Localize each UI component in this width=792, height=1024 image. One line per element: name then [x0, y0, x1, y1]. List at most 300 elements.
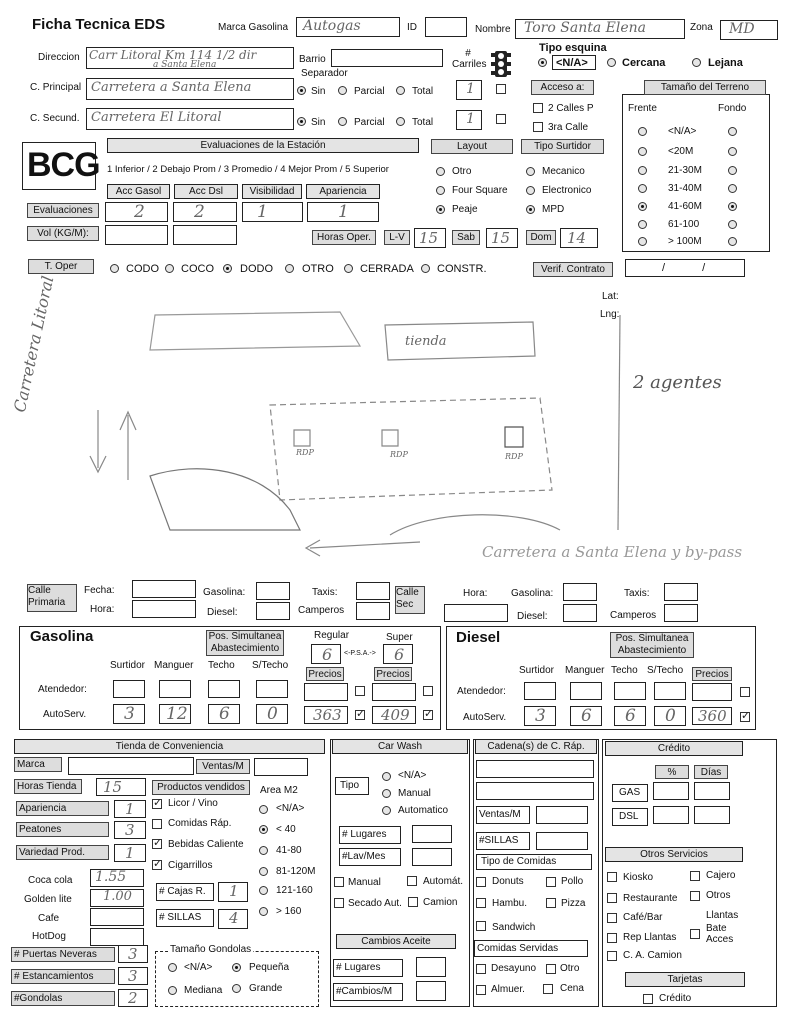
- cambios-cambios-field[interactable]: [416, 981, 446, 1001]
- fondo-radio-2[interactable]: [728, 147, 737, 156]
- gas-auto-reg-check[interactable]: [355, 710, 365, 720]
- peatones-field[interactable]: 3: [114, 821, 146, 839]
- marca-field[interactable]: Autogas: [296, 17, 400, 37]
- prod-cigarrillos-label: Cigarrillos: [168, 860, 213, 871]
- dsl-autoserv-label: AutoServ.: [463, 712, 507, 723]
- cadena-sillas-label: #SILLAS: [476, 832, 530, 850]
- gondolas-label: #Gondolas: [11, 991, 115, 1006]
- size-label-2: <20M: [668, 146, 694, 157]
- area-80-radio[interactable]: [259, 846, 268, 855]
- comida-donuts-check[interactable]: [476, 877, 486, 887]
- oper-coco-label: COCO: [181, 263, 214, 275]
- carwash-automat-check[interactable]: [407, 876, 417, 886]
- hora-field-2[interactable]: [444, 604, 508, 622]
- comida-donuts-label: Donuts: [492, 876, 524, 887]
- sketch-santa-elena-label: Carretera a Santa Elena y by-pass: [482, 543, 743, 561]
- cadena-ventas-field[interactable]: [536, 806, 588, 824]
- dsl-auto-1[interactable]: 3: [524, 706, 556, 726]
- gas-atend-reg-check[interactable]: [355, 686, 365, 696]
- gas-atend-sup-check[interactable]: [423, 686, 433, 696]
- gas-auto-precio-sup[interactable]: 409: [372, 706, 416, 724]
- serv-rep-llantas-check[interactable]: [607, 933, 617, 943]
- carwash-secado-label: Secado Aut.: [348, 898, 402, 909]
- super-field[interactable]: 6: [383, 644, 413, 664]
- gondola-na-label: <N/A>: [184, 962, 213, 973]
- carriles-principal-field[interactable]: 1: [456, 80, 482, 100]
- tienda-ventas-field[interactable]: [254, 758, 308, 776]
- sillas-label-box: # SILLAS: [156, 909, 214, 927]
- gas-col-techo: Techo: [208, 660, 235, 671]
- esquina-lejana-radio[interactable]: [692, 58, 701, 67]
- comida-sandwich-check[interactable]: [476, 921, 486, 931]
- acc-gasol-field[interactable]: 2: [105, 202, 168, 222]
- dsl-auto-3[interactable]: 6: [614, 706, 646, 726]
- dsl-atend-check[interactable]: [740, 687, 750, 697]
- visibilidad-header: Visibilidad: [242, 184, 302, 199]
- servida-otro-check[interactable]: [546, 964, 556, 974]
- area-na-radio[interactable]: [259, 805, 268, 814]
- carwash-na-radio[interactable]: [382, 772, 391, 781]
- oper-otro-label: OTRO: [302, 263, 334, 275]
- gas-atend-1[interactable]: [113, 680, 145, 698]
- gondola-pequena-label: Pequeña: [249, 962, 290, 973]
- tienda-marca-label: Marca: [14, 757, 62, 772]
- credito-pct-label: %: [655, 765, 689, 779]
- gas-auto-precio-reg[interactable]: 363: [304, 706, 348, 724]
- sab-field[interactable]: 15: [486, 228, 518, 248]
- frente-radio-6[interactable]: [638, 220, 647, 229]
- tienda-marca-field[interactable]: [68, 757, 194, 775]
- separador-parcial-radio-2[interactable]: [338, 117, 347, 126]
- frente-radio-7[interactable]: [638, 237, 647, 246]
- surtidor-mpd-label: MPD: [542, 204, 565, 215]
- camperos-label-2: Camperos: [610, 610, 657, 621]
- frente-radio-3[interactable]: [638, 166, 647, 175]
- dsl-col-surtidor: Surtidor: [519, 665, 555, 676]
- carwash-lav-field[interactable]: [412, 848, 452, 866]
- gas-auto-sup-check[interactable]: [423, 710, 433, 720]
- prod-comidas-label: Comidas Ráp.: [168, 818, 232, 829]
- dom-label: Dom: [526, 230, 556, 245]
- serv-cajero-label: Cajero: [706, 870, 736, 881]
- c-secund-label: C. Secund.: [30, 113, 80, 124]
- carwash-secado-check[interactable]: [334, 898, 344, 908]
- separador-total-radio-1[interactable]: [396, 86, 405, 95]
- dsl-atend-1[interactable]: [524, 682, 556, 700]
- golden-field[interactable]: 1.00: [90, 889, 144, 907]
- zona-field[interactable]: MD: [720, 20, 778, 40]
- traffic-light-icon: [490, 50, 512, 78]
- cadena-field-2[interactable]: [476, 782, 594, 800]
- carwash-camion-check[interactable]: [408, 897, 418, 907]
- prod-bebidas-label: Bebidas Caliente: [168, 839, 244, 850]
- camperos-field-2[interactable]: [664, 604, 698, 622]
- carwash-lav-label: #Lav/Mes: [339, 848, 401, 866]
- fondo-radio-7[interactable]: [728, 237, 737, 246]
- sin-label-2: Sin: [311, 117, 326, 128]
- gas-autoserv-label: AutoServ.: [43, 709, 87, 720]
- frente-radio-4[interactable]: [638, 184, 647, 193]
- horas-oper-label: Horas Oper.: [312, 230, 376, 245]
- gondolas-field[interactable]: 2: [118, 989, 148, 1007]
- tamano-gondolas-label: Tamaño Gondolas: [170, 944, 252, 955]
- carwash-automatico-label: Automatico: [398, 805, 449, 816]
- lv-field[interactable]: 15: [414, 228, 446, 248]
- oper-otro-radio[interactable]: [285, 264, 294, 273]
- apariencia-header: Apariencia: [306, 184, 380, 199]
- dsl-auto-2[interactable]: 6: [570, 706, 602, 726]
- dsl-auto-precio[interactable]: 360: [692, 707, 732, 725]
- psa-label: <-P.S.A.->: [344, 650, 376, 657]
- prod-licor-check[interactable]: [152, 799, 162, 809]
- servida-almuer-label: Almuer.: [491, 984, 525, 995]
- serv-camion-check[interactable]: [607, 951, 617, 961]
- area-gt160-label: > 160: [276, 906, 302, 917]
- cajas-field[interactable]: 1: [218, 882, 248, 902]
- comida-hambu-check[interactable]: [476, 898, 486, 908]
- prod-comidas-check[interactable]: [152, 819, 162, 829]
- serv-otros-check[interactable]: [690, 891, 700, 901]
- diesel-title: Diesel: [456, 629, 501, 646]
- surtidor-electronico-radio[interactable]: [526, 186, 535, 195]
- evaluaciones-row-label: Evaluaciones: [27, 203, 99, 218]
- oper-cerrada-radio[interactable]: [344, 264, 353, 273]
- serv-kiosko-label: Kiosko: [623, 872, 654, 883]
- sillas-field[interactable]: 4: [218, 909, 248, 929]
- credito-gas-pct[interactable]: [653, 782, 689, 800]
- comida-sandwich-label: Sandwich: [492, 922, 536, 933]
- frente-radio-2[interactable]: [638, 147, 647, 156]
- evaluaciones-scale: 1 Inferior / 2 Debajo Prom / 3 Promedio / 4 Mejor Prom / 5 Superior: [107, 164, 389, 175]
- esquina-cercana-label: Cercana: [622, 57, 666, 69]
- carwash-manual-radio[interactable]: [382, 789, 391, 798]
- gas-precios-regular: Precios: [306, 667, 344, 681]
- barrio-label: Barrio: [299, 54, 326, 65]
- terreno-header: Tamaño del Terreno: [644, 80, 766, 95]
- apariencia-tienda-field[interactable]: 1: [114, 800, 146, 818]
- area-80-label: 41-80: [276, 845, 302, 856]
- serv-otros-label: Otros: [706, 890, 731, 901]
- serv-bate-check[interactable]: [690, 929, 700, 939]
- acceso-3ra-check[interactable]: [533, 122, 543, 132]
- dsl-atend-4[interactable]: [654, 682, 686, 700]
- diesel-label-2: Diesel:: [517, 611, 548, 622]
- comida-pizza-label: Pizza: [561, 898, 586, 909]
- fondo-radio-5[interactable]: [728, 202, 737, 211]
- form-title: Ficha Tecnica EDS: [32, 16, 166, 33]
- layout-four-square-radio[interactable]: [436, 186, 445, 195]
- serv-cajero-check[interactable]: [690, 871, 700, 881]
- layout-peaje-radio[interactable]: [436, 205, 445, 214]
- acceso-3ra-label: 3ra Calle: [548, 122, 589, 133]
- comida-pizza-check[interactable]: [546, 898, 556, 908]
- total-label-2: Total: [412, 117, 434, 128]
- cadena-sillas-field[interactable]: [536, 832, 588, 850]
- lv-label: L-V: [384, 230, 410, 245]
- cocacola-field[interactable]: 1.55: [90, 869, 144, 887]
- hora-label-1: Hora:: [90, 604, 115, 615]
- acc-dsl-field[interactable]: 2: [173, 202, 237, 222]
- surtidor-mpd-radio[interactable]: [526, 205, 535, 214]
- surtidor-electronico-label: Electronico: [542, 185, 592, 196]
- gondola-mediana-label: Mediana: [184, 985, 223, 996]
- carriles-principal-check[interactable]: [496, 84, 506, 94]
- tienda-header: Tienda de Conveniencia: [14, 739, 325, 754]
- carwash-header: Car Wash: [332, 739, 468, 754]
- carriles-secund-check[interactable]: [496, 114, 506, 124]
- carriles-secund-field[interactable]: 1: [456, 110, 482, 130]
- credito-dsl-pct[interactable]: [653, 806, 689, 824]
- horas-tienda-field[interactable]: 15: [96, 778, 146, 796]
- dsl-atend-2[interactable]: [570, 682, 602, 700]
- carwash-manual-label: Manual: [398, 788, 431, 799]
- prod-bebidas-check[interactable]: [152, 839, 162, 849]
- gas-atend-3[interactable]: [208, 680, 240, 698]
- variedad-field[interactable]: 1: [114, 844, 146, 862]
- tarjeta-credito-label: Crédito: [659, 993, 692, 1004]
- size-label-4: 31-40M: [668, 183, 702, 194]
- cadena-field-1[interactable]: [476, 760, 594, 778]
- tipo-esquina-label: Tipo esquina: [539, 42, 607, 54]
- gas-auto-4[interactable]: 0: [256, 704, 288, 724]
- estanterias-field[interactable]: 3: [118, 967, 148, 985]
- esquina-cercana-radio[interactable]: [607, 58, 616, 67]
- carriles-label: # Carriles: [452, 48, 487, 70]
- fondo-radio-4[interactable]: [728, 184, 737, 193]
- gasolina-field-1[interactable]: [256, 582, 290, 600]
- taxis-field-2[interactable]: [664, 583, 698, 601]
- hora-label-2: Hora:: [463, 588, 488, 599]
- direccion-field[interactable]: Carr Litoral Km 114 1/2 dir a Santa Elena: [86, 47, 294, 69]
- prod-cigarrillos-check[interactable]: [152, 860, 162, 870]
- area-40-radio[interactable]: [259, 825, 268, 834]
- cadena-header: Cadena(s) de C. Ráp.: [475, 739, 597, 754]
- apariencia-field[interactable]: 1: [307, 202, 379, 222]
- dsl-atend-3[interactable]: [614, 682, 646, 700]
- c-secund-field[interactable]: Carretera El Litoral: [86, 108, 294, 130]
- oper-dodo-radio[interactable]: [223, 264, 232, 273]
- serv-bate-label: Bate Acces: [706, 923, 734, 945]
- tarjeta-credito-check[interactable]: [643, 994, 653, 1004]
- c-principal-field[interactable]: Carretera a Santa Elena: [86, 78, 294, 100]
- servida-cena-check[interactable]: [543, 984, 553, 994]
- oper-coco-radio[interactable]: [165, 264, 174, 273]
- gas-atend-4[interactable]: [256, 680, 288, 698]
- hotdog-label: HotDog: [32, 931, 66, 942]
- gondola-pequena-radio[interactable]: [232, 963, 241, 972]
- visibilidad-field[interactable]: 1: [242, 202, 303, 222]
- site-sketch: [0, 280, 792, 580]
- id-field[interactable]: [425, 17, 467, 37]
- gondola-grande-radio[interactable]: [232, 984, 241, 993]
- lat-label: Lat:: [602, 291, 619, 302]
- carwash-manual-check[interactable]: [334, 877, 344, 887]
- gas-auto-2[interactable]: 12: [159, 704, 191, 724]
- dsl-atendedor-label: Atendedor:: [457, 686, 506, 697]
- carwash-camion-label: Camion: [423, 897, 458, 908]
- lng-label: Lng:: [600, 309, 620, 320]
- gas-auto-3[interactable]: 6: [208, 704, 240, 724]
- area-gt160-radio[interactable]: [259, 907, 268, 916]
- gasolina-field-2[interactable]: [563, 583, 597, 601]
- carwash-automatico-radio[interactable]: [382, 806, 391, 815]
- fondo-radio-1[interactable]: [728, 127, 737, 136]
- direccion-label: Direccion: [38, 52, 80, 63]
- frente-label: Frente: [628, 103, 657, 114]
- area-120-radio[interactable]: [259, 867, 268, 876]
- evaluaciones-header: Evaluaciones de la Estación: [107, 138, 419, 153]
- servida-otro-label: Otro: [560, 963, 580, 974]
- carwash-na-label: <N/A>: [398, 770, 427, 781]
- gas-auto-1[interactable]: 3: [113, 704, 145, 724]
- frente-radio-5[interactable]: [638, 202, 647, 211]
- diesel-field-1[interactable]: [256, 602, 290, 620]
- cambios-lugares-field[interactable]: [416, 957, 446, 977]
- surtidor-mecanico-radio[interactable]: [526, 167, 535, 176]
- hora-field-1[interactable]: [132, 600, 196, 618]
- servida-almuer-check[interactable]: [476, 985, 486, 995]
- sketch-agentes-label: 2 agentes: [633, 372, 722, 393]
- tarjetas-header: Tarjetas: [625, 972, 745, 987]
- total-label-1: Total: [412, 86, 434, 97]
- nombre-field[interactable]: Toro Santa Elena: [515, 19, 685, 39]
- vol-field-1[interactable]: [105, 225, 168, 245]
- parcial-label-1: Parcial: [354, 86, 385, 97]
- servida-desayuno-check[interactable]: [476, 964, 486, 974]
- area-160-radio[interactable]: [259, 886, 268, 895]
- acceso-2calles-check[interactable]: [533, 103, 543, 113]
- fecha-label: Fecha:: [84, 585, 115, 596]
- gas-atend-precio-reg[interactable]: [304, 683, 348, 701]
- bcg-logo: BCG: [22, 142, 96, 190]
- gas-atend-precio-sup[interactable]: [372, 683, 416, 701]
- dsl-auto-check[interactable]: [740, 712, 750, 722]
- gas-col-manguer: Manguer: [154, 660, 194, 671]
- serv-llantas-label: Llantas: [706, 910, 739, 921]
- cadena-ventas-label: Ventas/M: [476, 806, 530, 824]
- neveras-field[interactable]: 3: [118, 945, 148, 963]
- calle-primaria-label: Calle Primaria: [27, 584, 77, 612]
- taxis-label-2: Taxis:: [624, 588, 650, 599]
- separador-total-radio-2[interactable]: [396, 117, 405, 126]
- dsl-col-techo: Techo: [611, 665, 638, 676]
- vol-label: Vol (KG/M):: [27, 226, 99, 241]
- layout-header: Layout: [431, 139, 513, 154]
- dsl-auto-4[interactable]: 0: [654, 706, 686, 726]
- credito-dsl-dias[interactable]: [694, 806, 730, 824]
- fondo-radio-3[interactable]: [728, 166, 737, 175]
- carwash-lugares-field[interactable]: [412, 825, 452, 843]
- separador-parcial-radio-1[interactable]: [338, 86, 347, 95]
- separador-label: Separador: [301, 68, 348, 79]
- tienda-ventas-label: Ventas/M: [196, 759, 250, 774]
- barrio-field[interactable]: [331, 49, 443, 67]
- c-principal-label: C. Principal: [30, 82, 82, 93]
- credito-dias-label: Días: [694, 765, 728, 779]
- comida-pollo-label: Pollo: [561, 876, 584, 887]
- estanterias-label: # Estancamientos: [11, 969, 115, 984]
- neveras-label: # Puertas Neveras: [11, 947, 115, 962]
- gas-atend-2[interactable]: [159, 680, 191, 698]
- sketch-pump-2: RDP: [390, 450, 408, 459]
- taxis-field-1[interactable]: [356, 582, 390, 600]
- dom-field[interactable]: 14: [560, 228, 598, 248]
- credito-gas-label: GAS: [612, 784, 648, 802]
- cafe-field[interactable]: [90, 908, 144, 926]
- fondo-label: Fondo: [718, 103, 747, 114]
- diesel-field-2[interactable]: [563, 604, 597, 622]
- esquina-na-radio[interactable]: [538, 58, 547, 67]
- verif-contrato-field[interactable]: / /: [625, 259, 745, 277]
- area-160-label: 121-160: [276, 885, 313, 896]
- sketch-litoral-label: Carretera Litoral: [10, 274, 58, 414]
- separador-sin-radio-1[interactable]: [297, 86, 306, 95]
- regular-label: Regular: [314, 630, 350, 641]
- parcial-label-2: Parcial: [354, 117, 385, 128]
- acceso-header: Acceso a:: [531, 80, 594, 95]
- sin-label-1: Sin: [311, 86, 326, 97]
- carwash-manual-chk-label: Manual: [348, 877, 381, 888]
- fondo-radio-6[interactable]: [728, 220, 737, 229]
- gondola-mediana-radio[interactable]: [168, 986, 177, 995]
- comida-pollo-check[interactable]: [546, 877, 556, 887]
- gondola-na-radio[interactable]: [168, 963, 177, 972]
- cambios-cambios-label: #Cambios/M: [333, 983, 403, 1001]
- camperos-field-1[interactable]: [356, 602, 390, 620]
- serv-restaurante-check[interactable]: [607, 893, 617, 903]
- cambios-aceite-header: Cambios Aceite: [336, 934, 456, 949]
- tipo-comidas-label: Tipo de Comidas: [476, 854, 592, 870]
- gasolina-title: Gasolina: [30, 628, 94, 645]
- serv-kiosko-check[interactable]: [607, 872, 617, 882]
- serv-restaurante-label: Restaurante: [623, 893, 678, 904]
- oper-codo-radio[interactable]: [110, 264, 119, 273]
- super-label: Super: [386, 632, 413, 643]
- gasolina-label-2: Gasolina:: [511, 588, 554, 599]
- credito-gas-dias[interactable]: [694, 782, 730, 800]
- sketch-pump-3: RDP: [505, 452, 523, 461]
- cafe-label: Cafe: [38, 913, 60, 924]
- size-label-3: 21-30M: [668, 165, 702, 176]
- tamano-gondolas-panel: [155, 951, 319, 1007]
- sketch-pump-1: RDP: [296, 448, 314, 457]
- servida-cena-label: Cena: [560, 983, 584, 994]
- acceso-2calles-label: 2 Calles P: [548, 103, 594, 114]
- frente-radio-1[interactable]: [638, 127, 647, 136]
- vol-field-2[interactable]: [173, 225, 237, 245]
- serv-rep-llantas-label: Rep Llantas: [623, 932, 677, 943]
- fecha-field[interactable]: [132, 580, 196, 598]
- hotdog-field[interactable]: [90, 928, 144, 946]
- size-label-5: 41-60M: [668, 201, 702, 212]
- productos-label: Productos vendidos: [152, 780, 250, 795]
- verif-contrato-label: Verif. Contrato: [533, 262, 613, 277]
- layout-otro-radio[interactable]: [436, 167, 445, 176]
- layout-four-square-label: Four Square: [452, 185, 508, 196]
- oper-codo-label: CODO: [126, 263, 159, 275]
- regular-field[interactable]: 6: [311, 644, 341, 664]
- carwash-automat-label: Automát.: [423, 876, 464, 887]
- serv-cafe-check[interactable]: [607, 913, 617, 923]
- variedad-label: Variedad Prod.: [16, 845, 109, 860]
- acc-dsl-header: Acc Dsl: [174, 184, 238, 199]
- size-label-1: <N/A>: [668, 126, 697, 137]
- oper-constr-radio[interactable]: [421, 264, 430, 273]
- separador-sin-radio-2[interactable]: [297, 117, 306, 126]
- dsl-atend-precio[interactable]: [692, 683, 732, 701]
- serv-camion-label: C. A. Camion: [623, 950, 682, 961]
- serv-cafe-label: Café/Bar: [623, 912, 663, 923]
